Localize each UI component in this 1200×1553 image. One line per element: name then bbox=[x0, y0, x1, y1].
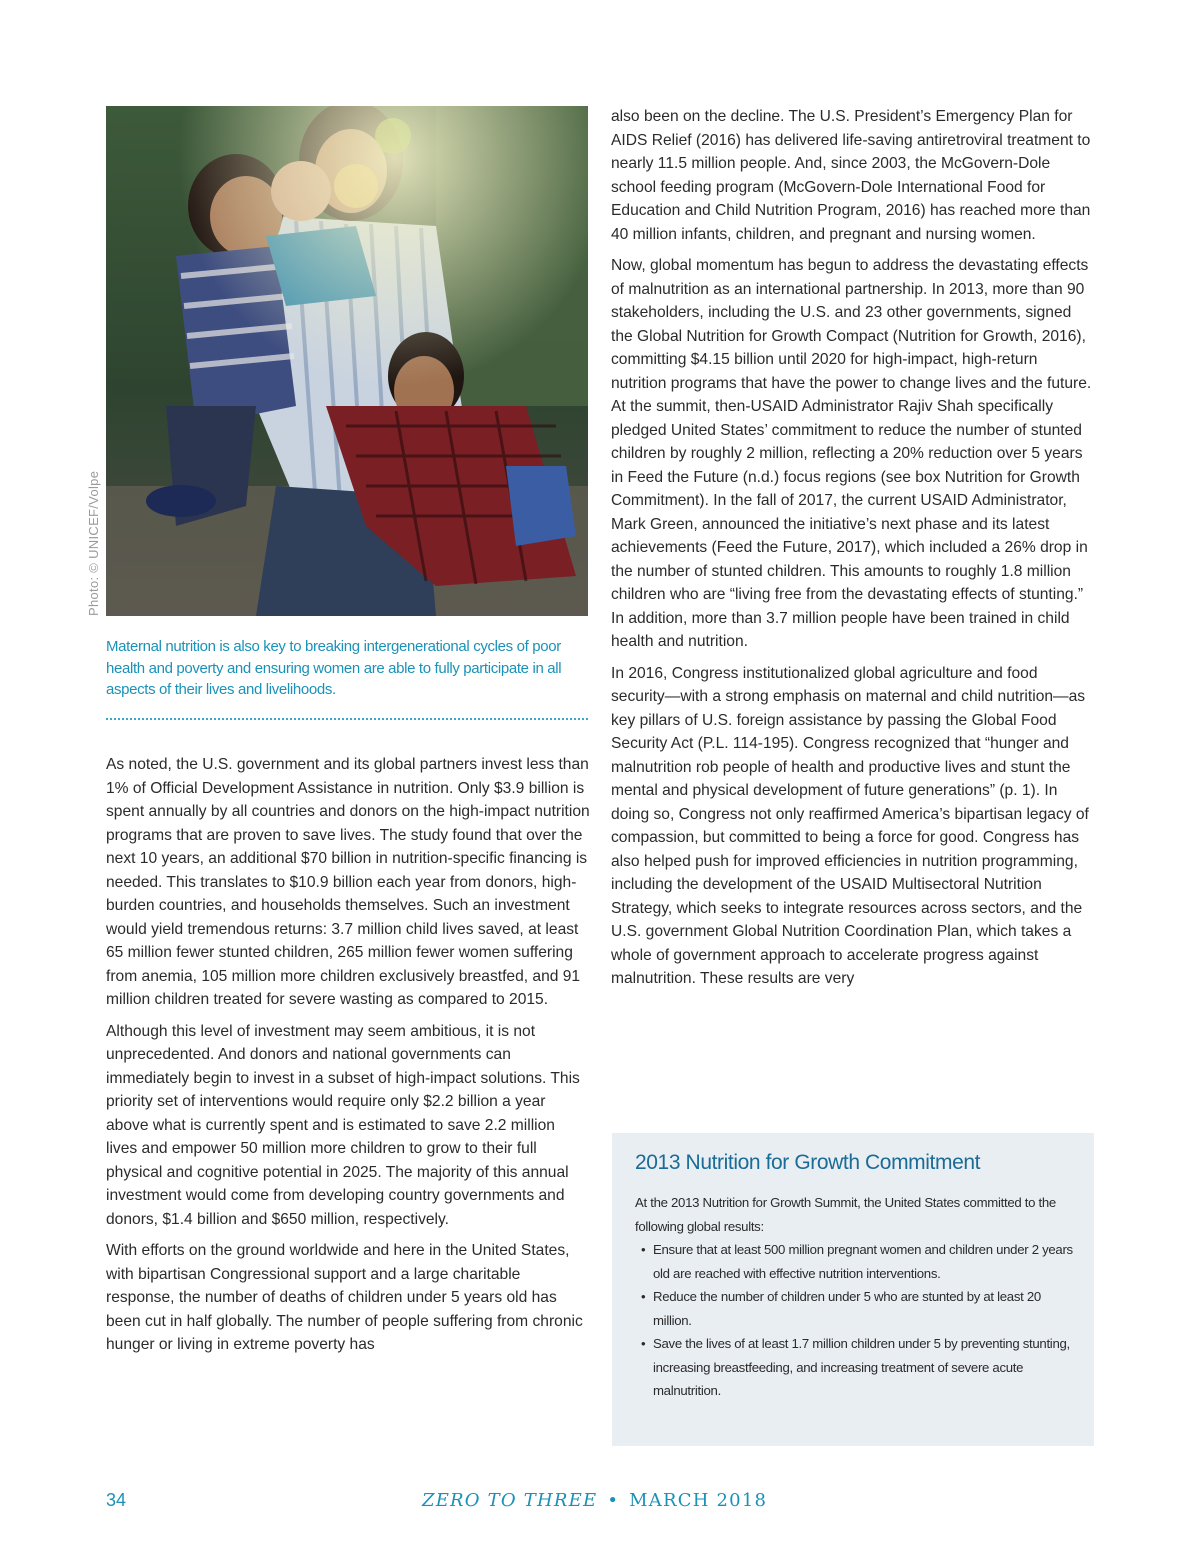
paragraph: Now, global momentum has begun to address the devastating effects of malnutrition as an international partnership. In 2013, more than 90 stakeholders, including the U.S. and 23 other governments, signed the Global Nutrition for Growth Compact (Nutrition for Growth, 2016), committing $4.15 billion until 2020 for high-impact, high-return nutrition programs that have the power to change lives and the future. At the summit, then-USAID Administrator Rajiv Shah specifically pledged United States’ commitment to reduce the number of stunted children by roughly 2 million, reflecting a 20% reduction over 5 years in Feed the Future (n.d.) focus regions (see box Nutrition for Growth Commitment). In the fall of 2017, the current USAID Administrator, Mark Green, announced the initiative’s next phase and its latest achievements (Feed the Future, 2017), which included a 26% drop in the number of stunted children. This amounts to roughly 1.8 million children who are “living free from the devastating effects of stunting.” In addition, more than 3.7 million people have been trained in child health and nutrition. bbox=[611, 257, 1092, 650]
journal-name: ZERO TO THREE bbox=[422, 1490, 598, 1511]
commitment-list bbox=[635, 1238, 1075, 1403]
paragraph: With efforts on the ground worldwide and here in the United States, with bipartisan Congressional support and a large charitable response, the number of deaths of children under 5 years old has been cut in half globally. The number of people suffering from chronic hunger or living in extreme poverty has bbox=[106, 1242, 583, 1353]
bullet-icon: • bbox=[641, 1289, 646, 1304]
photo-credit: Photo: © UNICEF/Volpe bbox=[86, 470, 101, 616]
article-photo bbox=[106, 106, 588, 616]
bullet-icon: • bbox=[641, 1336, 646, 1351]
list-item bbox=[635, 1238, 1075, 1285]
bullet-icon: • bbox=[641, 1242, 646, 1257]
paragraph: As noted, the U.S. government and its global partners invest less than 1% of Official Development Assistance in nutrition. Only $3.9 billion is spent annually by all countries and donors on the high-impact nutrition programs that are proven to save lives. The study found that over the next 10 years, an additional $70 billion in nutrition-specific financing is needed. This translates to $10.9 billion each year from donors, high-burden countries, and households themselves. Such an investment would yield tremendous returns: 3.7 million child lives saved, at least 65 million fewer stunted children, 265 million fewer women suffering from anemia, 105 million more children exclusively breastfed, and 91 million children treated for severe wasting as compared to 2015. bbox=[106, 756, 590, 1008]
box-title: 2013 Nutrition for Growth Commitment bbox=[635, 1151, 981, 1174]
box-intro: At the 2013 Nutrition for Growth Summit, the United States committed to the following global results: bbox=[635, 1195, 1056, 1234]
footer-separator: • bbox=[607, 1490, 620, 1511]
paragraph: Although this level of investment may seem ambitious, it is not unprecedented. And donors and national governments can immediately begin to invest in a subset of high-impact solutions. This priority set of interventions would require only $2.2 billion a year above what is currently spent and is estimated to save 2.2 million lives and empower 50 million more children to grow to their full physical and cognitive potential in 2025. The majority of this annual investment would come from developing country governments and donors, $1.4 billion and $650 million, respectively. bbox=[106, 1022, 580, 1228]
page-number: 34 bbox=[106, 1490, 127, 1510]
list-item-text: Ensure that at least 500 million pregnant women and children under 2 years old are reached with effective nutrition interventions. bbox=[653, 1242, 1073, 1281]
photo-caption: Maternal nutrition is also key to breaking intergenerational cycles of poor health and poverty and ensuring women are able to fully participate in all aspects of their lives and livelihoods. bbox=[106, 638, 562, 698]
list-item bbox=[635, 1285, 1075, 1332]
caption-divider bbox=[106, 718, 588, 720]
paragraph: also been on the decline. The U.S. President’s Emergency Plan for AIDS Relief (2016) has delivered life-saving antiretroviral treatment to nearly 11.5 million people. And, since 2003, the McGovern-Dole school feeding program (McGovern-Dole International Food for Education and Child Nutrition Program, 2016) has reached more than 40 million infants, children, and pregnant and nursing women. bbox=[611, 108, 1091, 243]
list-item bbox=[635, 1332, 1075, 1403]
issue-date: MARCH 2018 bbox=[629, 1490, 768, 1511]
nutrition-commitment-box bbox=[612, 1133, 1094, 1446]
right-column bbox=[611, 105, 1095, 999]
list-item-text: Save the lives of at least 1.7 million children under 5 by preventing stunting, increasing breastfeeding, and increasing treatment of severe acute malnutrition. bbox=[653, 1336, 1070, 1398]
list-item-text: Reduce the number of children under 5 who are stunted by at least 20 million. bbox=[653, 1289, 1041, 1328]
paragraph: In 2016, Congress institutionalized global agriculture and food security—with a strong emphasis on maternal and child nutrition—as key pillars of U.S. foreign assistance by passing the Global Food Security Act (P.L. 114-195). Congress recognized that “hunger and malnutrition rob people of health and productive lives and stunt the mental and physical development of future generations” (p. 1). In doing so, Congress not only reaffirmed America’s bipartisan legacy of compassion, but committed to being a force for good. Congress has also helped push for improved efficiencies in nutrition programming, including the development of the USAID Multisectoral Nutrition Strategy, which seeks to integrate resources across sectors, and the U.S. government Global Nutrition Coordination Plan, which takes a whole of government approach to accelerate progress against malnutrition. These results are very bbox=[611, 664, 1089, 987]
left-column bbox=[106, 753, 590, 1365]
publication-footer bbox=[422, 1490, 767, 1511]
